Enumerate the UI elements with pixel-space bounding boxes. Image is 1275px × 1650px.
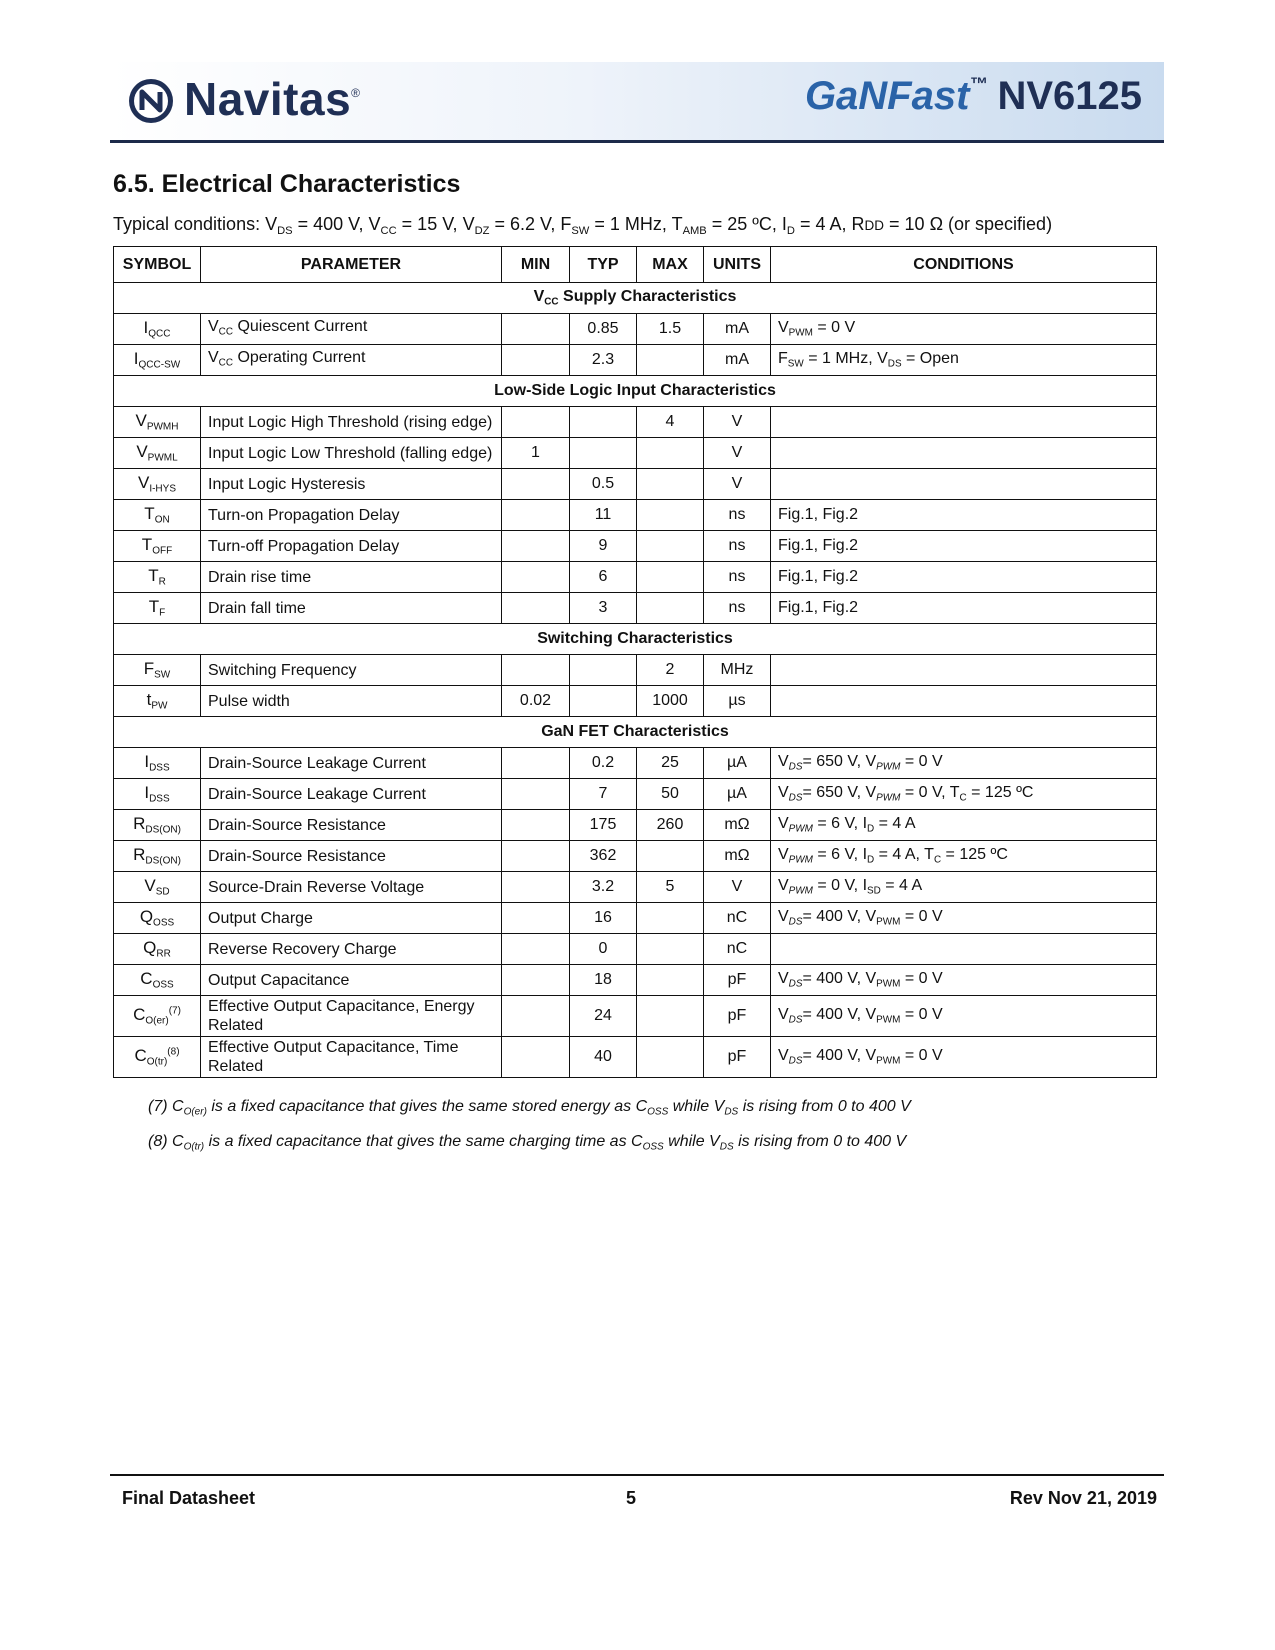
- table-row: [114, 469, 1157, 500]
- table-row: [114, 872, 1157, 903]
- conditions-cell: [771, 655, 1157, 686]
- value-cell: ns: [704, 562, 771, 593]
- value-cell: [637, 996, 704, 1037]
- symbol-cell: $T_{OFF}$: [114, 531, 201, 562]
- symbol-cell: $I_{DSS}$: [114, 779, 201, 810]
- value-cell: pF: [704, 965, 771, 996]
- value-cell: [502, 934, 570, 965]
- value-cell: 0.2: [570, 748, 637, 779]
- value-cell: [502, 1037, 570, 1078]
- value-cell: 5: [637, 872, 704, 903]
- table-row: [114, 903, 1157, 934]
- symbol-cell: $T_R$: [114, 562, 201, 593]
- group-title: Low-Side Logic Input Characteristics: [114, 376, 1157, 407]
- table-row: [114, 531, 1157, 562]
- parameter-cell: Pulse width: [201, 686, 502, 717]
- product-title: GaNFast™ NV6125: [804, 74, 1142, 118]
- value-cell: [502, 779, 570, 810]
- parameter-cell: Drain-Source Leakage Current: [201, 779, 502, 810]
- parameter-cell: Turn-off Propagation Delay: [201, 531, 502, 562]
- parameter-cell: $V_{CC}$ Operating Current: [201, 345, 502, 376]
- value-cell: 3: [570, 593, 637, 624]
- column-header: TYP: [570, 247, 637, 283]
- value-cell: MHz: [704, 655, 771, 686]
- symbol-cell: $R_{DS(ON)}$: [114, 841, 201, 872]
- parameter-cell: Drain-Source Resistance: [201, 810, 502, 841]
- product-family: GaNFast: [804, 74, 970, 118]
- parameter-cell: Drain fall time: [201, 593, 502, 624]
- value-cell: 6: [570, 562, 637, 593]
- column-header: SYMBOL: [114, 247, 201, 283]
- value-cell: [637, 562, 704, 593]
- value-cell: [570, 686, 637, 717]
- conditions-cell: $V_{DS}= 400$ V, $V_{PWM} = 0$ V: [771, 965, 1157, 996]
- value-cell: pF: [704, 996, 771, 1037]
- group-title: GaN FET Characteristics: [114, 717, 1157, 748]
- value-cell: µA: [704, 779, 771, 810]
- value-cell: [637, 841, 704, 872]
- table-row: [114, 655, 1157, 686]
- symbol-cell: $R_{DS(ON)}$: [114, 810, 201, 841]
- symbol-cell: $T_{ON}$: [114, 500, 201, 531]
- value-cell: V: [704, 438, 771, 469]
- value-cell: [502, 407, 570, 438]
- group-title: Switching Characteristics: [114, 624, 1157, 655]
- value-cell: 4: [637, 407, 704, 438]
- table-row: [114, 438, 1157, 469]
- column-header: MAX: [637, 247, 704, 283]
- conditions-cell: $V_{DS}= 650$ V, $V_{PWM} = 0$ V: [771, 748, 1157, 779]
- symbol-cell: $C_{O(tr)}^{(8)}$: [114, 1037, 201, 1078]
- value-cell: [502, 593, 570, 624]
- value-cell: [570, 655, 637, 686]
- value-cell: 0.5: [570, 469, 637, 500]
- value-cell: [502, 531, 570, 562]
- value-cell: [502, 562, 570, 593]
- conditions-cell: $V_{PWM} = 0$ V: [771, 314, 1157, 345]
- conditions-cell: Fig.1, Fig.2: [771, 531, 1157, 562]
- value-cell: [502, 314, 570, 345]
- parameter-cell: Output Capacitance: [201, 965, 502, 996]
- value-cell: 16: [570, 903, 637, 934]
- conditions-cell: $V_{DS}= 400$ V, $V_{PWM} = 0$ V: [771, 1037, 1157, 1078]
- symbol-cell: $V_{I-HYS}$: [114, 469, 201, 500]
- conditions-cell: $V_{PWM} = 6$ V, $I_D = 4$ A, $T_C = 125$ ºC: [771, 841, 1157, 872]
- value-cell: [637, 593, 704, 624]
- group-row: [114, 624, 1157, 655]
- value-cell: [502, 810, 570, 841]
- conditions-cell: [771, 407, 1157, 438]
- conditions-cell: [771, 469, 1157, 500]
- value-cell: 1.5: [637, 314, 704, 345]
- footer-doc-status: Final Datasheet: [122, 1488, 256, 1508]
- table-row: [114, 996, 1157, 1037]
- symbol-cell: $V_{PWML}$: [114, 438, 201, 469]
- part-number: NV6125: [997, 74, 1142, 118]
- value-cell: [502, 500, 570, 531]
- value-cell: [637, 965, 704, 996]
- value-cell: ns: [704, 593, 771, 624]
- electrical-characteristics-table: [113, 246, 1157, 1078]
- parameter-cell: Effective Output Capacitance, Time Related: [201, 1037, 502, 1078]
- brand-name: Navitas®: [184, 73, 361, 125]
- value-cell: nC: [704, 934, 771, 965]
- column-header: CONDITIONS: [771, 247, 1157, 283]
- table-row: [114, 407, 1157, 438]
- symbol-cell: $I_{QCC-SW}$: [114, 345, 201, 376]
- symbol-cell: $C_{OSS}$: [114, 965, 201, 996]
- value-cell: ns: [704, 500, 771, 531]
- conditions-cell: $V_{DS}= 650$ V, $V_{PWM} = 0$ V, $T_C = 125$ ºC: [771, 779, 1157, 810]
- value-cell: [637, 500, 704, 531]
- value-cell: pF: [704, 1037, 771, 1078]
- value-cell: V: [704, 872, 771, 903]
- table-row: [114, 593, 1157, 624]
- value-cell: 0.85: [570, 314, 637, 345]
- value-cell: 1: [502, 438, 570, 469]
- column-header: UNITS: [704, 247, 771, 283]
- table-row: [114, 934, 1157, 965]
- symbol-cell: $F_{SW}$: [114, 655, 201, 686]
- value-cell: [637, 1037, 704, 1078]
- value-cell: [637, 934, 704, 965]
- value-cell: [637, 469, 704, 500]
- table-row: [114, 686, 1157, 717]
- value-cell: 40: [570, 1037, 637, 1078]
- value-cell: [502, 903, 570, 934]
- value-cell: 3.2: [570, 872, 637, 903]
- table-row: [114, 1037, 1157, 1078]
- table-row: [114, 562, 1157, 593]
- value-cell: 362: [570, 841, 637, 872]
- parameter-cell: Reverse Recovery Charge: [201, 934, 502, 965]
- value-cell: 11: [570, 500, 637, 531]
- footnote-7: (7) $C_{O(er)}$ is a fixed capacitance that gives the same stored energy as $C_{OSS}$ while $V_{DS}$ is rising from 0 to 400 V: [148, 1098, 911, 1118]
- parameter-cell: Drain-Source Leakage Current: [201, 748, 502, 779]
- value-cell: nC: [704, 903, 771, 934]
- group-row: [114, 717, 1157, 748]
- value-cell: 0: [570, 934, 637, 965]
- symbol-cell: $I_{QCC}$: [114, 314, 201, 345]
- parameter-cell: $V_{CC}$ Quiescent Current: [201, 314, 502, 345]
- symbol-cell: $V_{PWMH}$: [114, 407, 201, 438]
- footnote-8: (8) $C_{O(tr)}$ is a fixed capacitance that gives the same charging time as $C_{OSS}$ while $V_{DS}$ is rising from 0 to 400 V: [148, 1132, 907, 1152]
- value-cell: [637, 531, 704, 562]
- parameter-cell: Input Logic High Threshold (rising edge): [201, 407, 502, 438]
- conditions-cell: [771, 686, 1157, 717]
- parameter-cell: Source-Drain Reverse Voltage: [201, 872, 502, 903]
- value-cell: 1000: [637, 686, 704, 717]
- parameter-cell: Switching Frequency: [201, 655, 502, 686]
- value-cell: mA: [704, 345, 771, 376]
- value-cell: [637, 438, 704, 469]
- footer-divider: [110, 1474, 1164, 1476]
- parameter-cell: Output Charge: [201, 903, 502, 934]
- value-cell: [502, 841, 570, 872]
- parameter-cell: Drain rise time: [201, 562, 502, 593]
- conditions-cell: $V_{PWM} = 0$ V, $I_{SD} = 4$ A: [771, 872, 1157, 903]
- value-cell: 25: [637, 748, 704, 779]
- symbol-cell: $T_F$: [114, 593, 201, 624]
- value-cell: 175: [570, 810, 637, 841]
- conditions-cell: $V_{DS}= 400$ V, $V_{PWM} = 0$ V: [771, 996, 1157, 1037]
- value-cell: mA: [704, 314, 771, 345]
- value-cell: [502, 965, 570, 996]
- section-title: 6.5. Electrical Characteristics: [113, 170, 461, 198]
- page-header: [110, 62, 1164, 143]
- symbol-cell: $t_{PW}$: [114, 686, 201, 717]
- value-cell: [502, 748, 570, 779]
- value-cell: [570, 407, 637, 438]
- value-cell: 50: [637, 779, 704, 810]
- value-cell: mΩ: [704, 841, 771, 872]
- value-cell: [502, 996, 570, 1037]
- parameter-cell: Drain-Source Resistance: [201, 841, 502, 872]
- table-row: [114, 500, 1157, 531]
- value-cell: [502, 345, 570, 376]
- symbol-cell: $I_{DSS}$: [114, 748, 201, 779]
- value-cell: 2: [637, 655, 704, 686]
- table-row: [114, 748, 1157, 779]
- conditions-cell: Fig.1, Fig.2: [771, 593, 1157, 624]
- table-header-row: [114, 247, 1157, 283]
- value-cell: ns: [704, 531, 771, 562]
- conditions-cell: Fig.1, Fig.2: [771, 500, 1157, 531]
- value-cell: 0.02: [502, 686, 570, 717]
- column-header: PARAMETER: [201, 247, 502, 283]
- value-cell: mΩ: [704, 810, 771, 841]
- value-cell: 7: [570, 779, 637, 810]
- value-cell: 18: [570, 965, 637, 996]
- parameter-cell: Turn-on Propagation Delay: [201, 500, 502, 531]
- value-cell: 2.3: [570, 345, 637, 376]
- symbol-cell: $C_{O(er)}^{(7)}$: [114, 996, 201, 1037]
- table-row: [114, 345, 1157, 376]
- group-row: [114, 376, 1157, 407]
- footnotes: [148, 1092, 911, 1161]
- value-cell: V: [704, 407, 771, 438]
- value-cell: 9: [570, 531, 637, 562]
- value-cell: [637, 903, 704, 934]
- value-cell: µs: [704, 686, 771, 717]
- column-header: MIN: [502, 247, 570, 283]
- footer-revision: Rev Nov 21, 2019: [1009, 1488, 1157, 1508]
- table-row: [114, 965, 1157, 996]
- value-cell: [570, 438, 637, 469]
- value-cell: µA: [704, 748, 771, 779]
- conditions-cell: $V_{PWM} = 6$ V, $I_D = 4$ A: [771, 810, 1157, 841]
- conditions-cell: Fig.1, Fig.2: [771, 562, 1157, 593]
- navitas-logo-icon: [128, 78, 174, 124]
- page-number: 5: [626, 1488, 637, 1508]
- value-cell: 260: [637, 810, 704, 841]
- parameter-cell: Effective Output Capacitance, Energy Related: [201, 996, 502, 1037]
- symbol-cell: $V_{SD}$: [114, 872, 201, 903]
- parameter-cell: Input Logic Low Threshold (falling edge): [201, 438, 502, 469]
- parameter-cell: Input Logic Hysteresis: [201, 469, 502, 500]
- table-row: [114, 779, 1157, 810]
- conditions-cell: $F_{SW} = 1$ MHz, $V_{DS}$ = Open: [771, 345, 1157, 376]
- value-cell: 24: [570, 996, 637, 1037]
- conditions-cell: $V_{DS}= 400$ V, $V_{PWM} = 0$ V: [771, 903, 1157, 934]
- table-row: [114, 810, 1157, 841]
- value-cell: [502, 872, 570, 903]
- group-row: [114, 283, 1157, 314]
- symbol-cell: $Q_{OSS}$: [114, 903, 201, 934]
- value-cell: [502, 469, 570, 500]
- conditions-cell: [771, 934, 1157, 965]
- table-row: [114, 841, 1157, 872]
- value-cell: V: [704, 469, 771, 500]
- table-row: [114, 314, 1157, 345]
- symbol-cell: $Q_{RR}$: [114, 934, 201, 965]
- typical-conditions: Typical conditions: $V_{DS} = 400$ V, $V_{CC} = 15$ V, $V_{DZ} = 6.2$ V, $F_{SW} = 1$ MHz, $T_{AMB} = 25$ ºC, $I_D = 4$ A, RDD = 10 Ω (or specified): [113, 214, 1053, 237]
- conditions-cell: [771, 438, 1157, 469]
- group-title: $V_{CC}$ Supply Characteristics: [114, 283, 1157, 314]
- value-cell: [502, 655, 570, 686]
- value-cell: [637, 345, 704, 376]
